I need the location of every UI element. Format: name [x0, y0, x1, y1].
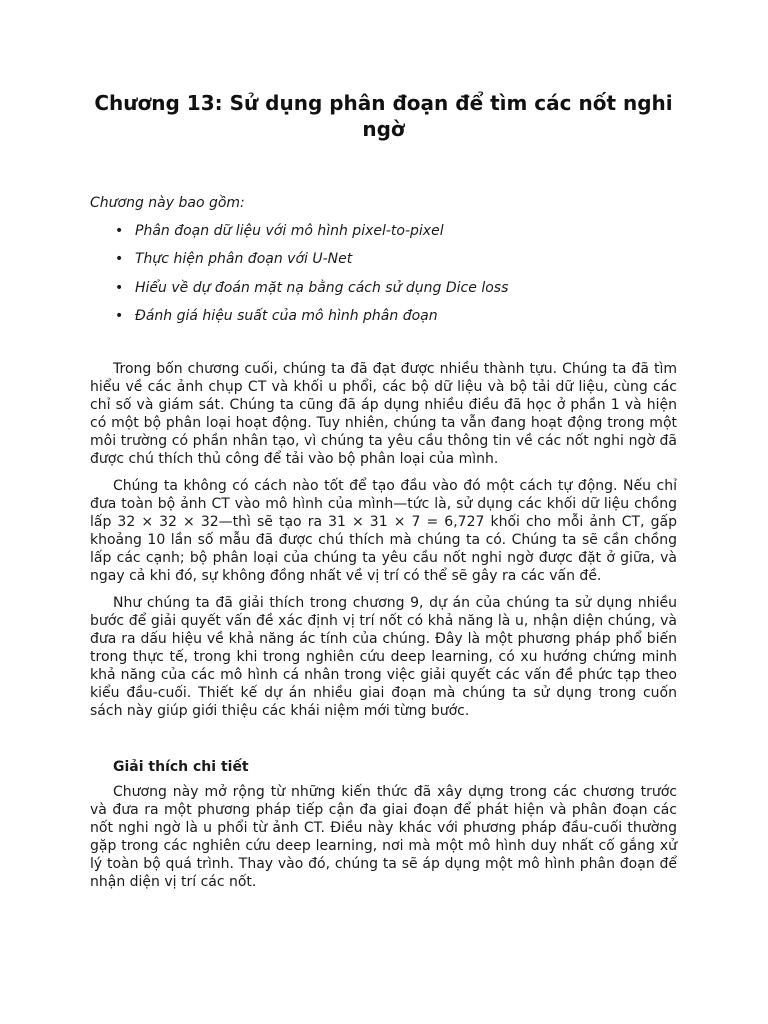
body-paragraph: Chúng ta không có cách nào tốt để tạo đầu vào đó một cách tự động. Nếu chỉ đưa toàn bộ ảnh CT vào mô hình của mình—tức là, sử dụng các khối dữ liệu chồng lấp 32 × 32 × 32—thì sẽ tạo ra 31 × 31 × 7 = 6,727 khối cho mỗi ảnh CT, gấp khoảng 10 lần số mẫu đã được chú thích mà chúng ta có. Chúng ta sẽ cần chồng lấp các cạnh; bộ phân loại của chúng ta yêu cầu nốt nghi ngờ được đặt ở giữa, và ngay cả khi đó, sự không đồng nhất về vị trí có thể sẽ gây ra các vấn đề. — [90, 477, 677, 584]
body-paragraph: Trong bốn chương cuối, chúng ta đã đạt được nhiều thành tựu. Chúng ta đã tìm hiểu về các ảnh chụp CT và khối u phổi, các bộ dữ liệu và bộ tải dữ liệu, cùng các chỉ số và giám sát. Chúng ta cũng đã áp dụng nhiều điều đã học ở phần 1 và hiện có một bộ phân loại hoạt động. Tuy nhiên, chúng ta vẫn đang hoạt động trong một môi trường có phần nhân tạo, vì chúng ta yêu cầu thông tin về các nốt nghi ngờ đã được chú thích thủ công để tải vào bộ phân loại của mình. — [90, 360, 677, 467]
summary-list-item — [90, 222, 677, 240]
chapter-title: Chương 13: Sử dụng phân đoạn để tìm các nốt nghi ngờ — [94, 91, 673, 141]
body-paragraph: Như chúng ta đã giải thích trong chương 9, dự án của chúng ta sử dụng nhiều bước để giải quyết vấn đề xác định vị trí nốt có khả năng là u, nhận diện chúng, và đưa ra dấu hiệu về khả năng ác tính của chúng. Đây là một phương pháp phổ biến trong thực tế, trong khi trong nghiên cứu deep learning, có xu hướng chứng minh khả năng của các mô hình cá nhân trong việc giải quyết các vấn đề phức tạp theo kiểu đầu-cuối. Thiết kế dự án nhiều giai đoạn mà chúng ta sử dụng trong cuốn sách này giúp giới thiệu các khái niệm mới từng bước. — [90, 594, 677, 719]
chapter-intro-label: Chương này bao gồm: — [90, 195, 245, 211]
summary-item-text: Hiểu về dự đoán mặt nạ bằng cách sử dụng Dice loss — [135, 279, 509, 296]
summary-item-text: Đánh giá hiệu suất của mô hình phân đoạn — [135, 307, 438, 324]
summary-list-item — [90, 250, 677, 268]
section-heading: Giải thích chi tiết — [113, 758, 249, 775]
summary-list-item — [90, 307, 677, 325]
summary-item-text: Thực hiện phân đoạn với U-Net — [135, 251, 353, 268]
chapter-summary-list — [90, 222, 677, 325]
bullet-icon: • — [115, 251, 124, 268]
bullet-icon: • — [115, 279, 124, 296]
bullet-icon: • — [115, 307, 124, 324]
section-paragraph: Chương này mở rộng từ những kiến thức đã xây dựng trong các chương trước và đưa ra một phương pháp tiếp cận đa giai đoạn để phát hiện và phân đoạn các nốt nghi ngờ là u phổi từ ảnh CT. Điều này khác với phương pháp đầu-cuối thường gặp trong các nghiên cứu deep learning, nơi mà một mô hình duy nhất cố gắng xử lý toàn bộ quá trình. Thay vào đó, chúng ta sẽ áp dụng một mô hình phân đoạn để nhận diện vị trí các nốt. — [90, 783, 677, 890]
document-page — [90, 0, 677, 891]
bullet-icon: • — [115, 223, 124, 239]
summary-item-text: Phân đoạn dữ liệu với mô hình pixel-to-pixel — [135, 223, 444, 239]
summary-list-item — [90, 279, 677, 297]
